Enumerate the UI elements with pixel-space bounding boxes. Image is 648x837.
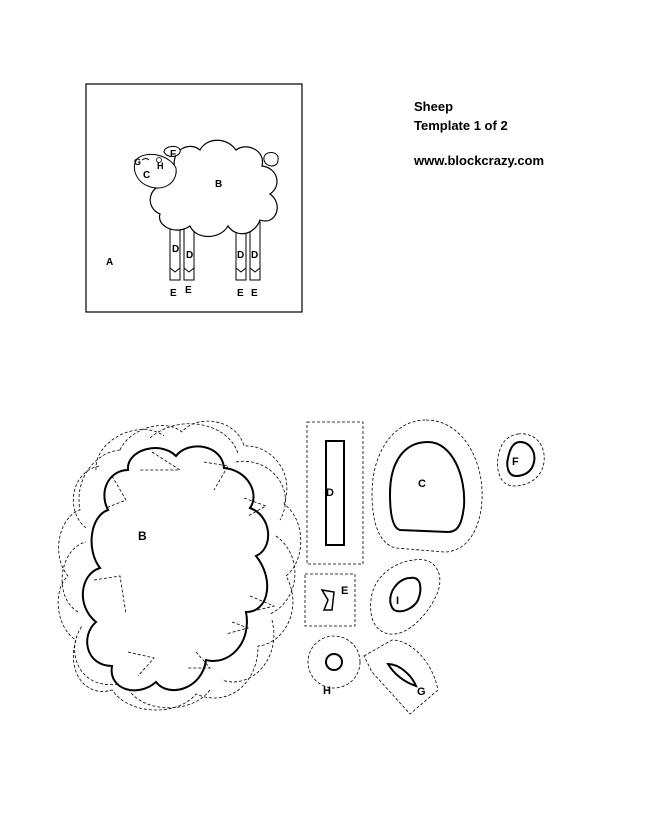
label-c: C (143, 170, 151, 181)
label-e-4: E (251, 288, 258, 299)
ear-piece-f (498, 434, 545, 486)
label-d-1: D (172, 244, 180, 255)
piece-label-e: E (341, 585, 349, 597)
label-f: F (170, 149, 177, 160)
label-b: B (215, 179, 223, 190)
piece-label-h: H (323, 685, 331, 697)
block-preview (86, 84, 302, 312)
label-g: G (134, 157, 142, 167)
label-e-1: E (170, 288, 177, 299)
inner-ear-piece-i (371, 559, 440, 634)
piece-label-c: C (418, 478, 426, 490)
tail-piece (264, 153, 278, 167)
body-piece-b (58, 421, 301, 710)
template-subtitle: Template 1 of 2 (414, 118, 508, 133)
label-h: H (157, 161, 164, 171)
leg-piece-d (307, 422, 363, 564)
template-title: Sheep (414, 99, 454, 114)
piece-label-d: D (326, 487, 334, 499)
eye-piece-g (364, 640, 438, 714)
piece-label-b: B (138, 529, 147, 543)
label-d-2: D (186, 250, 194, 261)
label-e-3: E (237, 288, 244, 299)
nose-piece-h (308, 636, 360, 697)
piece-label-i: I (396, 595, 400, 607)
label-d-3: D (237, 250, 245, 261)
piece-label-f: F (512, 456, 519, 468)
label-d-4: D (251, 250, 259, 261)
label-a: A (106, 257, 114, 268)
label-e-2: E (185, 285, 192, 296)
piece-label-g: G (417, 686, 426, 698)
head-piece-c (372, 420, 482, 552)
hoof-piece-e (305, 574, 355, 626)
website-link: www.blockcrazy.com (414, 153, 545, 168)
